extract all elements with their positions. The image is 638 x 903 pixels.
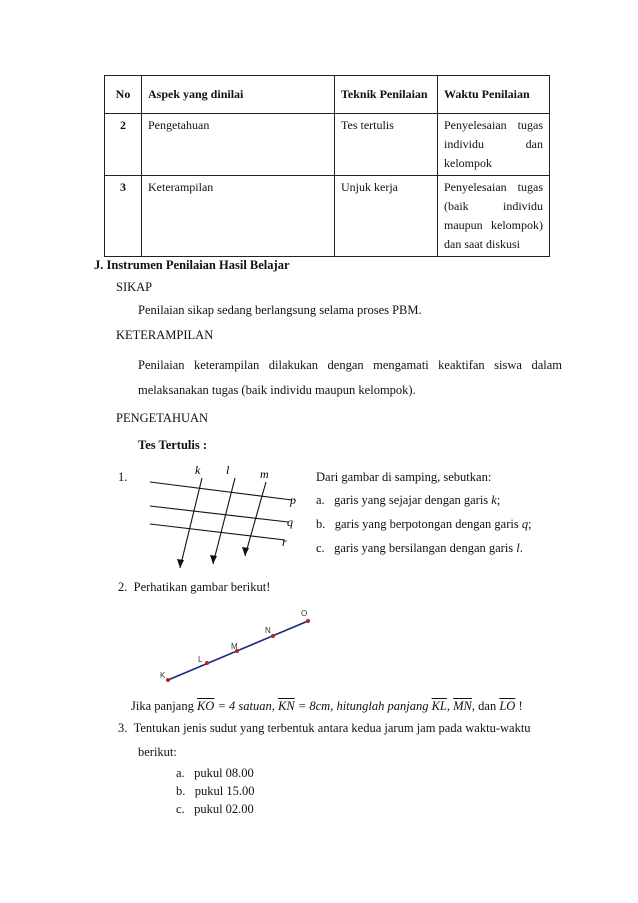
- label-L: L: [198, 655, 203, 664]
- option-text: garis yang berpotongan dengan garis: [334, 517, 522, 531]
- row-no: 2: [105, 114, 142, 176]
- q2-line: [118, 580, 270, 595]
- option-tail: ;: [528, 517, 532, 531]
- option-letter: a.: [316, 493, 325, 507]
- q3-option-b: [176, 784, 254, 799]
- q3-line2: berikut:: [138, 745, 177, 759]
- keterampilan-heading: KETERAMPILAN: [116, 328, 214, 342]
- row-teknik: Tes tertulis: [335, 114, 438, 176]
- text: = 8cm, hitunglah panjang: [294, 699, 432, 713]
- row-waktu: [438, 114, 550, 176]
- line-k: [180, 478, 202, 568]
- point-n: [271, 634, 275, 638]
- option-text: garis yang sejajar dengan garis: [334, 493, 492, 507]
- pengetahuan-heading: PENGETAHUAN: [116, 411, 209, 425]
- q1-option-b: [316, 517, 532, 532]
- row-no: 3: [105, 176, 142, 257]
- seg-kl: $\overline{KL}$: [431, 699, 447, 713]
- line-q: [150, 506, 288, 522]
- seg-mn: $\overline{MN}$: [453, 699, 472, 713]
- label-p: p: [290, 493, 296, 507]
- point-o: [306, 619, 310, 623]
- label-l: l: [226, 463, 230, 477]
- section-title: J. Instrumen Penilaian Hasil Belajar: [94, 258, 290, 272]
- seg-kn: $\overline{KN}$: [278, 699, 295, 713]
- option-text: pukul 02.00: [194, 802, 254, 816]
- q3-line1: Tentukan jenis sudut yang terbentuk antara kedua jarum jam pada waktu-waktu: [133, 721, 531, 735]
- sikap-text: Penilaian sikap sedang berlangsung selama proses PBM.: [138, 303, 422, 317]
- line-r: [150, 524, 285, 540]
- seg-lo: $\overline{LO}$: [499, 699, 516, 713]
- header-aspek: Aspek yang dinilai: [142, 76, 335, 114]
- row-aspek: Pengetahuan: [142, 114, 335, 176]
- label-r: r: [282, 535, 287, 549]
- option-tail: .: [519, 541, 523, 555]
- option-text: garis yang bersilangan dengan garis: [334, 541, 517, 555]
- q1-intro: Dari gambar di samping, sebutkan:: [316, 470, 492, 484]
- waktu-line: dan saat diskusi: [444, 237, 520, 251]
- q3-option-c: [176, 802, 254, 817]
- label-M: M: [231, 642, 238, 651]
- option-var: l: [516, 541, 520, 555]
- label-m: m: [260, 467, 269, 481]
- table-row: [105, 114, 550, 176]
- option-text: pukul 08.00: [194, 766, 254, 780]
- q2-statement: [131, 699, 523, 714]
- label-K: K: [160, 671, 166, 680]
- row-teknik: Unjuk kerja: [335, 176, 438, 257]
- header-no: No: [105, 76, 142, 114]
- q1-option-c: [316, 541, 523, 556]
- label-O: O: [301, 609, 308, 618]
- text: = 4 satuan,: [214, 699, 278, 713]
- row-waktu: [438, 176, 550, 257]
- q3-number: 3.: [118, 721, 128, 735]
- option-letter: c.: [176, 802, 185, 816]
- text: , dan: [471, 699, 500, 713]
- line-p: [150, 482, 292, 500]
- q2-figure: [150, 604, 330, 688]
- waktu-line: (baik individu: [444, 199, 543, 213]
- table-row: [105, 176, 550, 257]
- q2-number: 2.: [118, 580, 128, 594]
- point-k: [166, 678, 170, 682]
- waktu-line: kelompok: [444, 156, 492, 170]
- seg-ko: $\overline{KO}$: [196, 699, 215, 713]
- keterampilan-line2: melaksanakan tugas (baik individu maupun kelompok).: [138, 383, 416, 397]
- waktu-line: Penyelesaian tugas: [444, 180, 543, 194]
- header-waktu: Waktu Penilaian: [438, 76, 550, 114]
- text: ,: [446, 699, 454, 713]
- label-q: q: [287, 515, 293, 529]
- sikap-heading: SIKAP: [116, 280, 153, 294]
- option-letter: a.: [176, 766, 185, 780]
- header-teknik: Teknik Penilaian: [335, 76, 438, 114]
- option-text: pukul 15.00: [194, 784, 255, 798]
- q1-option-a: [316, 493, 500, 508]
- point-l: [205, 661, 209, 665]
- row-aspek: Keterampilan: [142, 176, 335, 257]
- label-N: N: [265, 626, 271, 635]
- option-letter: c.: [316, 541, 325, 555]
- q1-figure: [140, 460, 310, 580]
- option-tail: ;: [496, 493, 501, 507]
- tes-heading: Tes Tertulis :: [138, 438, 208, 452]
- text: !: [515, 699, 523, 713]
- waktu-line: individu dan: [444, 137, 543, 151]
- keterampilan-line1: Penilaian keterampilan dilakukan dengan mengamati keaktifan siswa dalam: [138, 358, 562, 372]
- option-letter: b.: [316, 517, 326, 531]
- assessment-table: [104, 75, 550, 257]
- option-letter: b.: [176, 784, 186, 798]
- option-var: q: [521, 517, 529, 531]
- q2-text: Perhatikan gambar berikut!: [133, 580, 271, 594]
- text: Jika panjang: [131, 699, 197, 713]
- waktu-line: maupun kelompok): [444, 218, 543, 232]
- waktu-line: Penyelesaian tugas: [444, 118, 543, 132]
- q3-line1-wrap: [118, 721, 562, 736]
- q3-option-a: [176, 766, 254, 781]
- option-var: k: [491, 493, 497, 507]
- table-header-row: [105, 76, 550, 114]
- q1-number: 1.: [118, 470, 128, 484]
- label-k: k: [195, 463, 201, 477]
